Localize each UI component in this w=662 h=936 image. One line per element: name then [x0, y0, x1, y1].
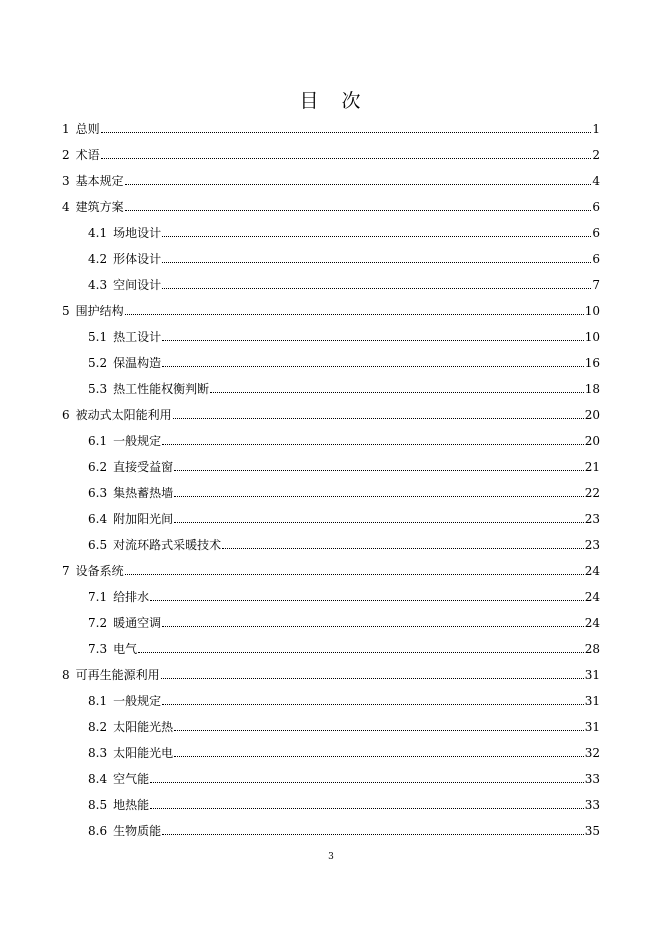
toc-entry-number: 5.1	[88, 330, 108, 344]
toc-entry-label	[62, 564, 124, 578]
toc-entry-title: 暖通空调	[113, 616, 162, 630]
toc-entry-page: 35	[584, 824, 600, 838]
toc-entry-number: 6.3	[88, 486, 108, 500]
toc-entry-number: 7	[62, 564, 70, 578]
toc-entry-title: 场地设计	[113, 226, 162, 240]
toc-entry-title: 太阳能光电	[113, 746, 174, 760]
toc-entry-title: 生物质能	[113, 824, 162, 838]
toc-section-entry	[88, 378, 600, 396]
toc-dot-leader	[174, 522, 584, 523]
toc-section-entry	[88, 456, 600, 474]
toc-entry-label	[88, 278, 161, 292]
toc-section-entry	[88, 638, 600, 656]
toc-dot-leader	[150, 808, 584, 809]
toc-entry-title: 空气能	[113, 772, 150, 786]
toc-dot-leader	[125, 210, 592, 211]
toc-entry-number: 8	[62, 668, 70, 682]
toc-entry-title: 附加阳光间	[113, 512, 174, 526]
toc-entry-title: 空间设计	[113, 278, 162, 292]
toc-entry-page: 4	[592, 174, 600, 188]
toc-entry-number: 5	[62, 304, 70, 318]
toc-entry-page: 16	[584, 356, 600, 370]
toc-section-entry	[88, 794, 600, 812]
toc-entry-title: 电气	[113, 642, 138, 656]
toc-chapter-entry	[62, 404, 600, 422]
toc-entry-number: 8.1	[88, 694, 108, 708]
toc-entry-label	[62, 304, 124, 318]
toc-section-entry	[88, 612, 600, 630]
toc-entry-label	[88, 434, 161, 448]
toc-entry-title: 建筑方案	[75, 200, 124, 214]
toc-entry-title: 地热能	[113, 798, 150, 812]
toc-entry-page: 24	[584, 616, 600, 630]
toc-entry-number: 4.3	[88, 278, 108, 292]
toc-entry-page: 31	[584, 694, 600, 708]
toc-entry-page: 10	[584, 304, 600, 318]
toc-entry-label	[88, 252, 161, 266]
toc-entry-number: 7.2	[88, 616, 108, 630]
toc-entry-label	[88, 486, 173, 500]
toc-entry-page: 23	[584, 538, 600, 552]
toc-entry-title: 保温构造	[113, 356, 162, 370]
toc-entry-number: 3	[62, 174, 70, 188]
toc-entry-page: 21	[584, 460, 600, 474]
toc-entry-number: 8.6	[88, 824, 108, 838]
toc-dot-leader	[162, 288, 591, 289]
toc-entry-page: 18	[584, 382, 600, 396]
toc-entry-title: 一般规定	[113, 434, 162, 448]
toc-entry-label	[88, 720, 173, 734]
toc-entry-title: 对流环路式采暖技术	[113, 538, 222, 552]
toc-entry-label	[62, 200, 124, 214]
toc-dot-leader	[162, 704, 584, 705]
toc-dot-leader	[222, 548, 584, 549]
toc-entry-title: 太阳能光热	[113, 720, 174, 734]
toc-entry-number: 8.4	[88, 772, 108, 786]
toc-entry-number: 8.3	[88, 746, 108, 760]
toc-dot-leader	[138, 652, 584, 653]
toc-entry-title: 术语	[75, 148, 100, 162]
toc-section-entry	[88, 482, 600, 500]
toc-entry-label	[88, 616, 161, 630]
toc-entry-label	[88, 460, 173, 474]
toc-chapter-entry	[62, 144, 600, 162]
toc-dot-leader	[162, 340, 584, 341]
toc-entry-label	[62, 148, 100, 162]
toc-chapter-entry	[62, 300, 600, 318]
toc-entry-number: 6.5	[88, 538, 108, 552]
toc-dot-leader	[125, 184, 592, 185]
toc-entry-title: 设备系统	[75, 564, 124, 578]
toc-dot-leader	[101, 158, 592, 159]
toc-entry-title: 一般规定	[113, 694, 162, 708]
toc-entry-label	[88, 226, 161, 240]
toc-entry-label	[88, 590, 149, 604]
toc-section-entry	[88, 690, 600, 708]
toc-section-entry	[88, 586, 600, 604]
footer-page-number: 3	[328, 852, 334, 862]
toc-entry-page: 6	[592, 252, 600, 266]
toc-entry-page: 31	[584, 720, 600, 734]
toc-chapter-entry	[62, 118, 600, 136]
toc-entry-page: 1	[592, 122, 600, 136]
toc-entry-title: 总则	[75, 122, 100, 136]
toc-section-entry	[88, 534, 600, 552]
toc-chapter-entry	[62, 664, 600, 682]
toc-entry-page: 2	[592, 148, 600, 162]
toc-entry-title: 被动式太阳能利用	[75, 408, 172, 422]
toc-entry-label	[62, 122, 100, 136]
toc-entry-title: 热工性能权衡判断	[113, 382, 210, 396]
toc-entry-number: 4	[62, 200, 70, 214]
toc-entry-page: 33	[584, 798, 600, 812]
toc-entry-page: 31	[584, 668, 600, 682]
toc-entry-number: 2	[62, 148, 70, 162]
toc-entry-page: 32	[584, 746, 600, 760]
toc-entry-label	[88, 382, 209, 396]
toc-entry-title: 集热蓄热墙	[113, 486, 174, 500]
toc-entry-label	[88, 642, 137, 656]
toc-entry-label	[88, 512, 173, 526]
toc-entry-number: 6.1	[88, 434, 108, 448]
toc-section-entry	[88, 742, 600, 760]
toc-entry-number: 7.3	[88, 642, 108, 656]
toc-entry-label	[88, 330, 161, 344]
toc-entry-page: 33	[584, 772, 600, 786]
toc-chapter-entry	[62, 560, 600, 578]
toc-dot-leader	[174, 730, 584, 731]
toc-entry-title: 可再生能源利用	[75, 668, 160, 682]
toc-entry-number: 6.4	[88, 512, 108, 526]
toc-entry-page: 28	[584, 642, 600, 656]
toc-entry-label	[88, 356, 161, 370]
toc-dot-leader	[150, 600, 584, 601]
toc-entry-label	[88, 694, 161, 708]
toc-entry-number: 4.2	[88, 252, 108, 266]
toc-entry-label	[88, 772, 149, 786]
toc-entry-number: 6.2	[88, 460, 108, 474]
toc-dot-leader	[162, 444, 584, 445]
toc-entry-number: 5.2	[88, 356, 108, 370]
toc-dot-leader	[162, 262, 591, 263]
toc-section-entry	[88, 716, 600, 734]
toc-section-entry	[88, 430, 600, 448]
toc-entry-page: 20	[584, 434, 600, 448]
toc-section-entry	[88, 508, 600, 526]
toc-entry-page: 20	[584, 408, 600, 422]
toc-entry-number: 4.1	[88, 226, 108, 240]
toc-entry-number: 1	[62, 122, 70, 136]
toc-entry-page: 10	[584, 330, 600, 344]
toc-dot-leader	[162, 236, 591, 237]
toc-entry-page: 22	[584, 486, 600, 500]
toc-dot-leader	[162, 626, 584, 627]
toc-entry-page: 23	[584, 512, 600, 526]
toc-dot-leader	[174, 756, 584, 757]
toc-dot-leader	[210, 392, 584, 393]
toc-dot-leader	[162, 366, 584, 367]
toc-section-entry	[88, 820, 600, 838]
toc-section-entry	[88, 222, 600, 240]
toc-section-entry	[88, 274, 600, 292]
toc-entry-label	[88, 798, 149, 812]
toc-dot-leader	[101, 132, 592, 133]
toc-dot-leader	[174, 496, 584, 497]
toc-dot-leader	[162, 834, 584, 835]
toc-dot-leader	[161, 678, 584, 679]
toc-entry-title: 围护结构	[75, 304, 124, 318]
toc-section-entry	[88, 352, 600, 370]
toc-section-entry	[88, 768, 600, 786]
toc-entry-title: 给排水	[113, 590, 150, 604]
toc-section-entry	[88, 326, 600, 344]
toc-entry-label	[88, 824, 161, 838]
toc-entry-label	[62, 408, 172, 422]
toc-entry-page: 6	[592, 226, 600, 240]
toc-entry-number: 6	[62, 408, 70, 422]
toc-entry-title: 直接受益窗	[113, 460, 174, 474]
toc-entry-number: 8.5	[88, 798, 108, 812]
toc-entry-label	[62, 174, 124, 188]
toc-dot-leader	[125, 314, 584, 315]
toc-dot-leader	[173, 418, 584, 419]
toc-chapter-entry	[62, 170, 600, 188]
toc-dot-leader	[125, 574, 584, 575]
toc-entry-title: 形体设计	[113, 252, 162, 266]
page-title: 目 次	[299, 90, 363, 112]
toc-entry-page: 24	[584, 564, 600, 578]
toc-dot-leader	[150, 782, 584, 783]
toc-dot-leader	[174, 470, 584, 471]
toc-entry-page: 24	[584, 590, 600, 604]
toc-entry-label	[88, 538, 221, 552]
toc-entry-number: 7.1	[88, 590, 108, 604]
toc-chapter-entry	[62, 196, 600, 214]
toc-entry-page: 7	[592, 278, 600, 292]
toc-entry-page: 6	[592, 200, 600, 214]
toc-entry-number: 8.2	[88, 720, 108, 734]
toc-entry-title: 基本规定	[75, 174, 124, 188]
toc-entry-title: 热工设计	[113, 330, 162, 344]
toc-entry-label	[88, 746, 173, 760]
toc-entry-number: 5.3	[88, 382, 108, 396]
toc-entry-label	[62, 668, 160, 682]
toc-section-entry	[88, 248, 600, 266]
